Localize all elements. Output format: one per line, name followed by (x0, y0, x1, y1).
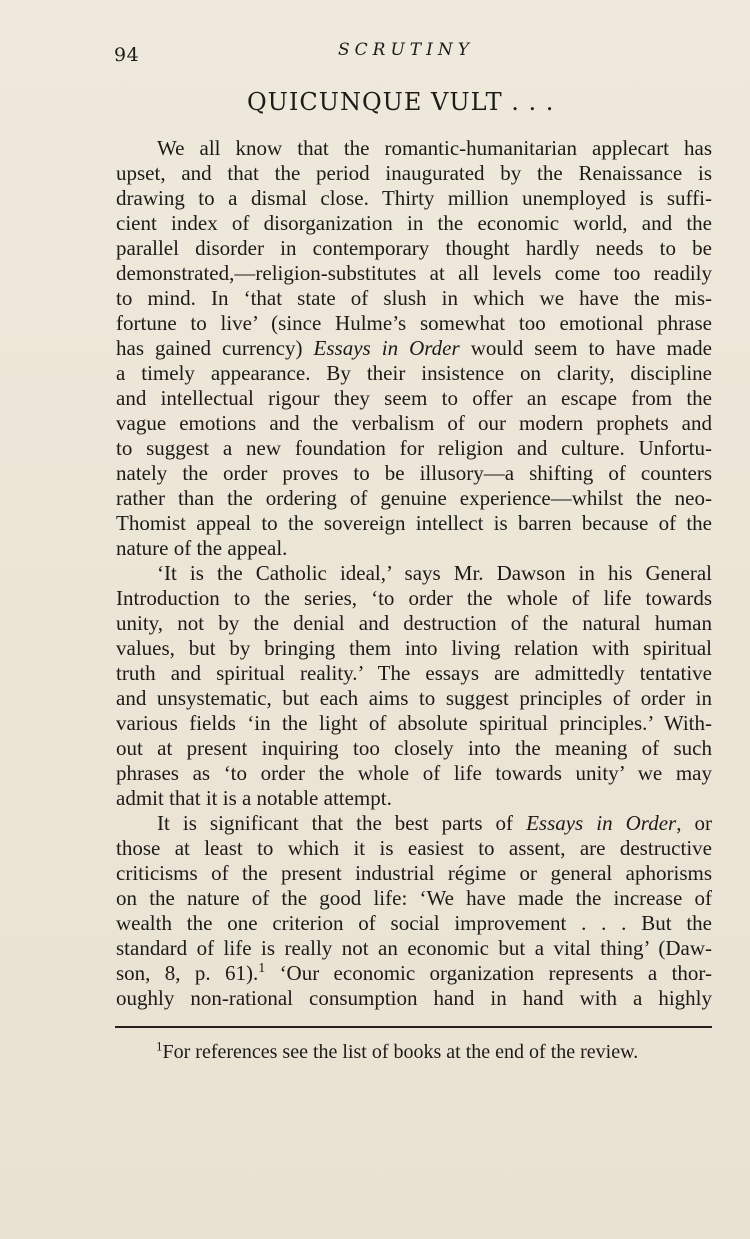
text-line: upset, and that the period inaugurated by the Renaissance is (116, 161, 712, 185)
text-line: Introduction to the series, ‘to order the whole of life towards (116, 586, 712, 610)
text-line: various fields ‘in the light of absolute spiritual principles.’ With- (116, 711, 712, 735)
article-body (116, 136, 712, 1011)
text-line: rather than the ordering of genuine experience—whilst the neo- (116, 486, 712, 510)
text-fragment: son, 8, p. 61). (116, 961, 259, 985)
book-title-italic: Essays in Order (526, 811, 677, 835)
text-line: cient index of disorganization in the economic world, and the (116, 211, 712, 235)
text-line: has gained currency) Essays in Order would seem to have made (116, 336, 712, 360)
footnote-rule (115, 1026, 712, 1028)
text-line: truth and spiritual reality.’ The essays are admittedly tentative (116, 661, 712, 685)
text-fragment: ‘Our economic organization represents a thor- (279, 961, 713, 985)
running-head: SCRUTINY (338, 40, 474, 60)
text-line: admit that it is a notable attempt. (116, 786, 392, 810)
paragraph-3 (116, 811, 712, 1011)
footnote-text: For references see the list of books at the end of the review. (162, 1041, 639, 1063)
text-line: those at least to which it is easiest to assent, are destructive (116, 836, 712, 860)
footnote-marker: 1 (156, 1038, 163, 1054)
text-line: to mind. In ‘that state of slush in which we have the mis- (116, 286, 712, 310)
text-line: parallel disorder in contemporary thought hardly needs to be (116, 236, 712, 260)
text-line: and intellectual rigour they seem to offer an escape from the (116, 386, 712, 410)
article-title: QUICUNQUE VULT . . . (247, 88, 555, 116)
text-line: oughly non-rational consumption hand in hand with a highly (116, 986, 712, 1010)
footnote (156, 1040, 638, 1064)
text-line: fortune to live’ (since Hulme’s somewhat too emotional phrase (116, 311, 712, 335)
text-line: values, but by bringing them into living relation with spiritual (116, 636, 712, 660)
text-line: to suggest a new foundation for religion and culture. Unfortu- (116, 436, 712, 460)
text-line: Thomist appeal to the sovereign intellect is barren because of the (116, 511, 712, 535)
text-line: demonstrated,—religion-substitutes at all levels come too readily (116, 261, 712, 285)
book-title-italic: Essays in Order (313, 336, 460, 360)
text-line: and unsystematic, but each aims to suggest principles of order in (116, 686, 712, 710)
text-line: criticisms of the present industrial régime or general aphorisms (116, 861, 712, 885)
text-line: out at present inquiring too closely into the meaning of such (116, 736, 712, 760)
text-line: drawing to a dismal close. Thirty million unemployed is suffi- (116, 186, 712, 210)
text-line: It is significant that the best parts of Essays in Order, or (157, 811, 712, 835)
page-header (114, 38, 710, 68)
page-number: 94 (114, 44, 140, 66)
text-line: We all know that the romantic-humanitarian applecart has (157, 136, 712, 160)
text-line: wealth the one criterion of social improvement . . . But the (116, 911, 712, 935)
text-line: nately the order proves to be illusory—a shifting of counters (116, 461, 712, 485)
text-line: nature of the appeal. (116, 536, 288, 560)
text-line: on the nature of the good life: ‘We have made the increase of (116, 886, 712, 910)
text-line: a timely appearance. By their insistence on clarity, discipline (116, 361, 712, 385)
paragraph-1 (116, 136, 712, 561)
text-line: vague emotions and the verbalism of our modern prophets and (116, 411, 712, 435)
footnote-reference[interactable]: 1 (258, 961, 266, 976)
text-line: unity, not by the denial and destruction of the natural human (116, 611, 712, 635)
text-line: phrases as ‘to order the whole of life towards unity’ we may (116, 761, 712, 785)
text-line: ‘It is the Catholic ideal,’ says Mr. Dawson in his General (157, 561, 712, 585)
text-line: standard of life is really not an economic but a vital thing’ (Daw- (116, 936, 712, 960)
text-line-with-footnote (116, 961, 712, 986)
paragraph-2 (116, 561, 712, 811)
